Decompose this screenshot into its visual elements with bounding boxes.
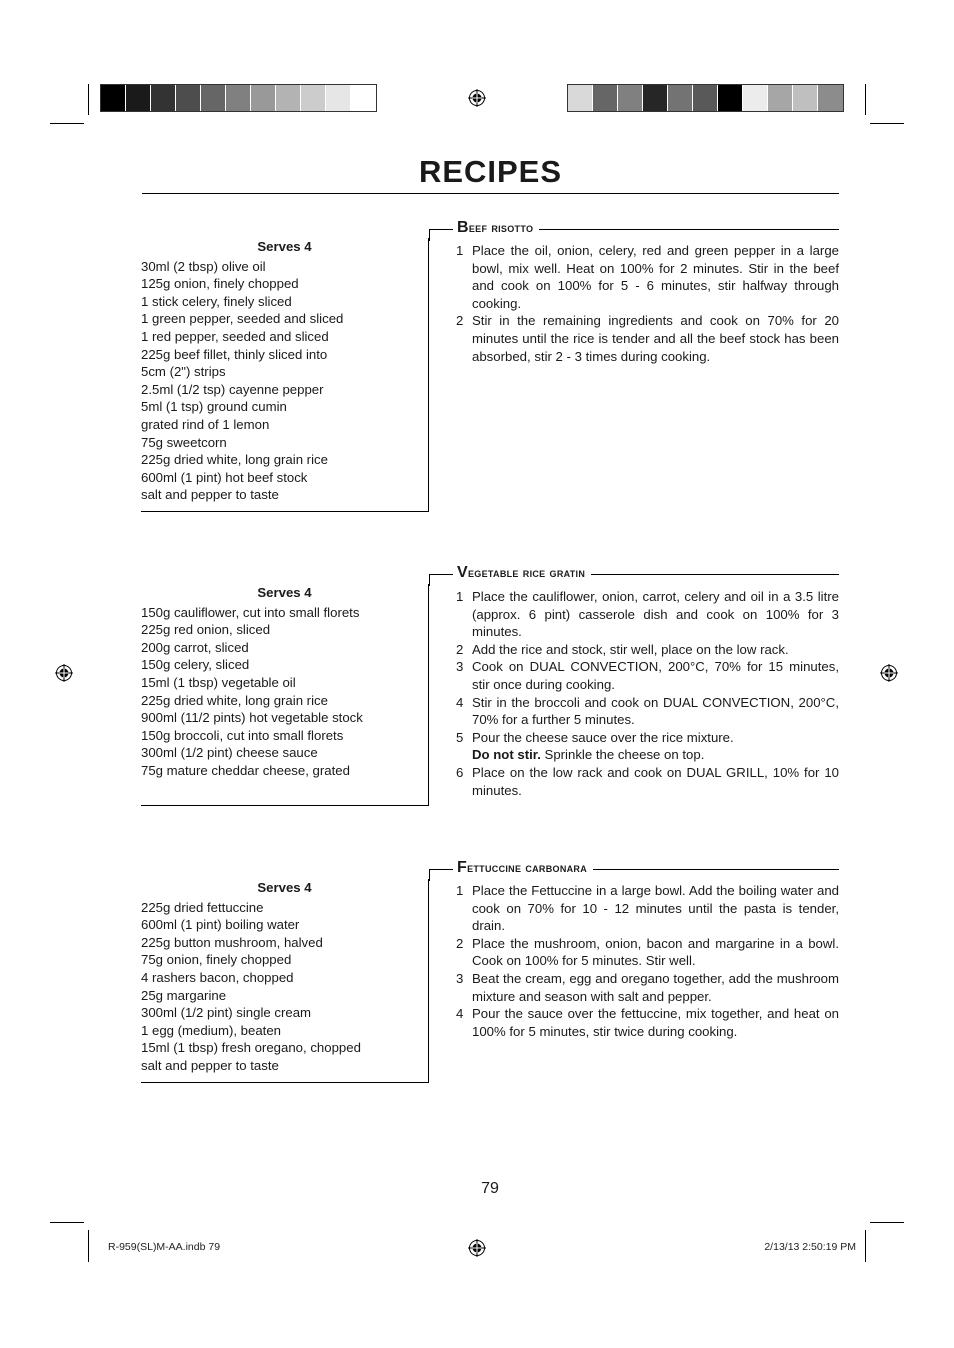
color-swatch: [251, 85, 276, 111]
step-number: 3: [456, 659, 464, 675]
ingredient-item: 900ml (11/2 pints) hot vegetable stock: [141, 710, 363, 726]
page-title: RECIPES: [418, 154, 563, 189]
recipe-heading-vegetable-rice-gratin: [429, 564, 839, 581]
recipe-title: Vegetable rice gratin: [453, 564, 591, 582]
crop-mark: [88, 84, 89, 115]
serves-label: Serves 4: [257, 880, 312, 895]
recipe-title: Beef risotto: [453, 219, 539, 237]
step-text: Pour the cheese sauce over the rice mixture. Do not stir. Sprinkle the cheese on top.: [472, 729, 734, 763]
ingredient-item: 75g mature cheddar cheese, grated: [141, 762, 350, 778]
ingredient-item: 225g red onion, sliced: [141, 622, 271, 638]
crop-mark: [870, 123, 904, 124]
color-swatch: [818, 85, 843, 111]
serves-label: Serves 4: [257, 585, 312, 600]
step-number: 1: [456, 883, 464, 898]
ingredient-item: 300ml (1/2 pint) single cream: [141, 1005, 312, 1021]
color-calibration-bar-right: [567, 84, 844, 112]
recipe-heading-beef-risotto: [429, 219, 839, 236]
ingredient-list: [141, 258, 428, 504]
method-step: [456, 764, 839, 799]
ingredient-list: [141, 899, 428, 1075]
color-swatch: [618, 85, 643, 111]
ingredient-item: 15ml (1 tbsp) vegetable oil: [141, 674, 296, 690]
color-swatch: [151, 85, 176, 111]
ingredient-item: 25g margarine: [141, 987, 227, 1003]
title-divider: [142, 193, 839, 194]
ingredient-item: 225g beef fillet, thinly sliced into: [141, 346, 328, 362]
step-number: 4: [456, 694, 464, 710]
method-step: [456, 242, 839, 312]
color-swatch: [351, 85, 376, 111]
step-text: Beat the cream, egg and oregano together, add the mushroom mixture and season with salt and pepper.: [472, 970, 839, 1004]
color-swatch: [793, 85, 818, 111]
color-swatch: [593, 85, 618, 111]
step-emphasis: Do not stir.: [472, 747, 541, 763]
crop-mark: [870, 1222, 904, 1223]
ingredient-item: 2.5ml (1/2 tsp) cayenne pepper: [141, 381, 324, 397]
color-swatch: [276, 85, 301, 111]
serves-label: Serves 4: [257, 239, 312, 254]
step-number: 2: [456, 641, 464, 657]
ingredient-item: 600ml (1 pint) boiling water: [141, 917, 300, 933]
ingredient-item: 75g sweetcorn: [141, 434, 227, 450]
color-swatch: [693, 85, 718, 111]
ingredient-item: 1 red pepper, seeded and sliced: [141, 328, 329, 344]
method-step: [456, 641, 839, 659]
ingredient-item: 200g carrot, sliced: [141, 639, 249, 655]
registration-mark-icon: [55, 664, 73, 682]
method-step: [456, 1005, 839, 1040]
color-swatch: [226, 85, 251, 111]
color-swatch: [326, 85, 351, 111]
ingredient-item: 5ml (1 tsp) ground cumin: [141, 399, 287, 415]
ingredient-item: 225g button mushroom, halved: [141, 934, 323, 950]
footer-timestamp: 2/13/13 2:50:19 PM: [764, 1241, 856, 1253]
ingredient-item: salt and pepper to taste: [141, 1057, 279, 1073]
method-step: [456, 935, 839, 970]
registration-mark-icon: [468, 1239, 486, 1257]
ingredient-item: 150g broccoli, cut into small florets: [141, 727, 344, 743]
step-text: Cook on DUAL CONVECTION, 200°C, 70% for 15 minutes, stir once during cooking.: [472, 659, 839, 692]
color-swatch: [568, 85, 593, 111]
ingredient-item: 1 stick celery, finely sliced: [141, 293, 292, 309]
step-number: 4: [456, 1006, 464, 1022]
ingredient-item: 1 green pepper, seeded and sliced: [141, 311, 344, 327]
ingredient-item: 150g celery, sliced: [141, 657, 250, 673]
color-swatch: [743, 85, 768, 111]
color-swatch: [301, 85, 326, 111]
step-text: Stir in the broccoli and cook on DUAL CONVECTION, 200°C, 70% for a further 5 minutes.: [472, 694, 839, 728]
step-number: 3: [456, 970, 464, 986]
color-swatch: [668, 85, 693, 111]
method-step: [456, 694, 839, 729]
method-step: [456, 882, 839, 935]
registration-mark-icon: [880, 664, 898, 682]
step-number: 1: [456, 243, 464, 258]
color-swatch: [101, 85, 126, 111]
step-number: 1: [456, 589, 464, 604]
ingredient-item: 4 rashers bacon, chopped: [141, 969, 294, 985]
ingredient-item: 5cm (2") strips: [141, 364, 226, 380]
ingredient-item: 30ml (2 tbsp) olive oil: [141, 258, 266, 274]
ingredient-item: 225g dried white, long grain rice: [141, 452, 328, 468]
step-text: Place the oil, onion, celery, red and green pepper in a large bowl, mix well. Heat on 100% for 2 minutes. Stir in the beef and cook on 100% for 5 - 6 minutes, stir halfway through cooking.: [472, 243, 839, 311]
color-swatch: [718, 85, 743, 111]
step-number: 2: [456, 935, 464, 951]
method-steps-vegetable-rice-gratin: [456, 588, 839, 799]
color-swatch: [176, 85, 201, 111]
color-calibration-bar-left: [100, 84, 377, 112]
step-text: Add the rice and stock, stir well, place on the low rack.: [472, 641, 789, 657]
registration-mark-icon: [468, 89, 486, 107]
ingredient-item: 225g dried fettuccine: [141, 899, 264, 915]
step-text: Stir in the remaining ingredients and cook on 70% for 20 minutes until the rice is tender and all the beef stock has been absorbed, stir 2 - 3 times during cooking.: [472, 313, 839, 364]
crop-mark: [50, 1222, 84, 1223]
method-step: [456, 312, 839, 365]
color-swatch: [768, 85, 793, 111]
crop-mark: [88, 1230, 89, 1262]
step-number: 6: [456, 764, 464, 780]
crop-mark: [865, 1230, 866, 1262]
ingredient-item: 150g cauliflower, cut into small florets: [141, 604, 360, 620]
ingredient-item: 75g onion, finely chopped: [141, 952, 292, 968]
recipe-title: Fettuccine carbonara: [453, 859, 593, 877]
ingredients-box-beef-risotto: [141, 238, 429, 512]
method-step: [456, 658, 839, 693]
method-steps-fettuccine-carbonara: [456, 882, 839, 1040]
ingredients-box-vegetable-rice-gratin: [141, 584, 429, 806]
step-text: Place the cauliflower, onion, carrot, celery and oil in a 3.5 litre (approx. 6 pint) casserole dish and cook on 100% for 3 minutes.: [472, 589, 839, 640]
color-swatch: [643, 85, 668, 111]
ingredients-box-fettuccine-carbonara: [141, 879, 429, 1083]
color-swatch: [126, 85, 151, 111]
step-number: 2: [456, 313, 464, 329]
ingredient-item: salt and pepper to taste: [141, 487, 279, 503]
step-text-continued: Sprinkle the cheese on top.: [540, 747, 705, 763]
recipe-heading-fettuccine-carbonara: [429, 859, 839, 876]
ingredient-list: [141, 604, 428, 780]
ingredient-item: 1 egg (medium), beaten: [141, 1022, 282, 1038]
color-swatch: [201, 85, 226, 111]
ingredient-item: grated rind of 1 lemon: [141, 416, 270, 432]
method-step: [456, 588, 839, 641]
page-number: 79: [481, 1180, 499, 1197]
crop-mark: [865, 84, 866, 115]
method-step: [456, 729, 839, 764]
step-text: Place the mushroom, onion, bacon and margarine in a bowl. Cook on 100% for 5 minutes. Stir well.: [472, 935, 839, 969]
ingredient-item: 125g onion, finely chopped: [141, 276, 299, 292]
step-text: Pour the sauce over the fettuccine, mix together, and heat on 100% for 5 minutes, stir twice during cooking.: [472, 1006, 839, 1039]
step-number: 5: [456, 729, 464, 745]
ingredient-item: 300ml (1/2 pint) cheese sauce: [141, 745, 318, 761]
ingredient-item: 225g dried white, long grain rice: [141, 692, 328, 708]
footer-file-info: R-959(SL)M-AA.indb 79: [108, 1241, 221, 1253]
crop-mark: [50, 123, 84, 124]
method-steps-beef-risotto: [456, 242, 839, 365]
ingredient-item: 600ml (1 pint) hot beef stock: [141, 469, 308, 485]
step-text: Place the Fettuccine in a large bowl. Add the boiling water and cook on 70% for 10 - 12 minutes until the pasta is tender, drain.: [472, 883, 839, 934]
method-step: [456, 970, 839, 1005]
step-text: Place on the low rack and cook on DUAL GRILL, 10% for 10 minutes.: [472, 764, 839, 798]
ingredient-item: 15ml (1 tbsp) fresh oregano, chopped: [141, 1040, 361, 1056]
